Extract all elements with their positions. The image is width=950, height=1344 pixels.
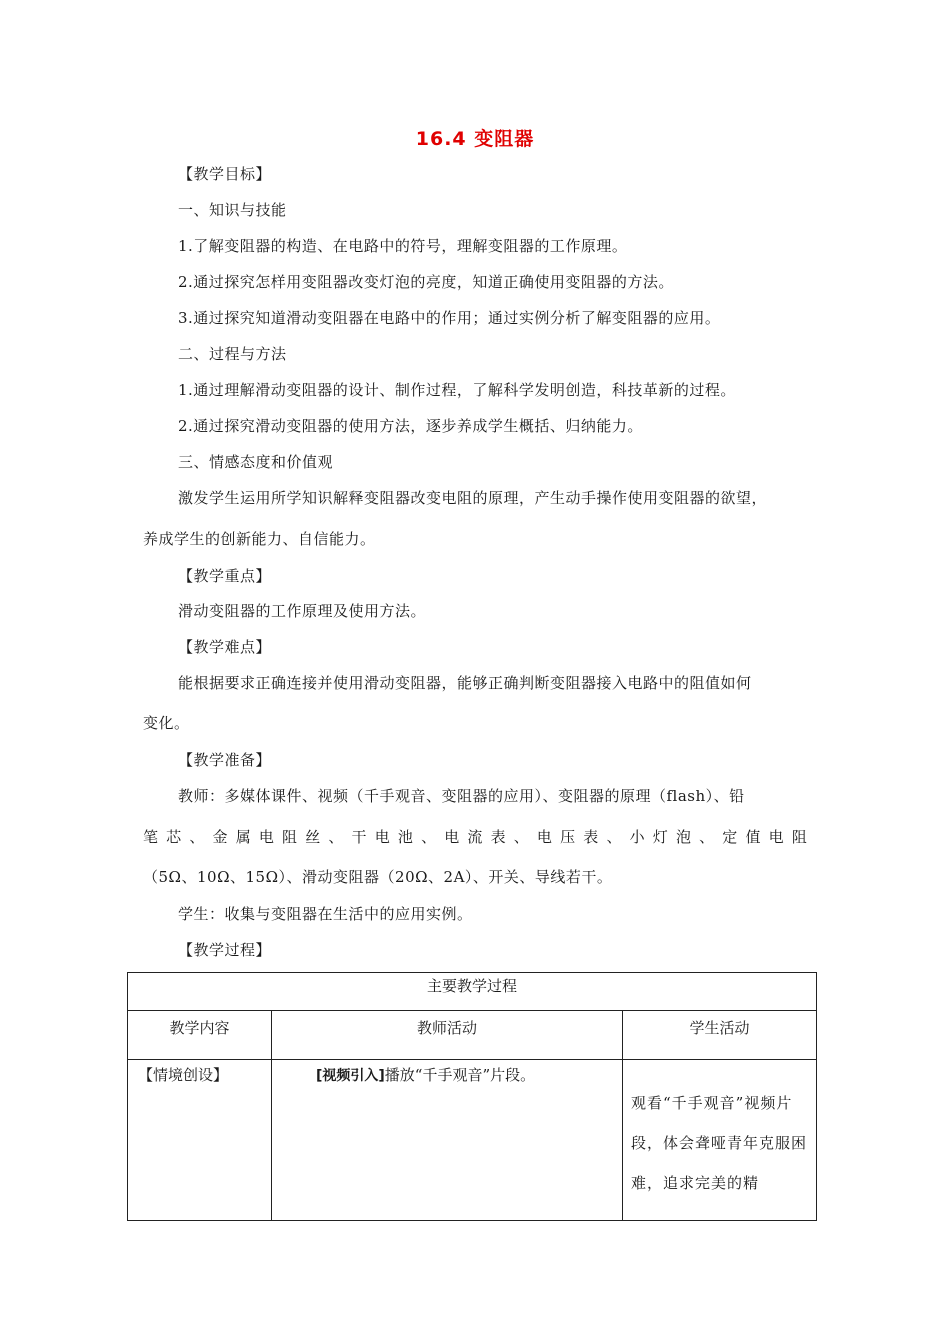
column-header-teacher: 教师活动 (272, 1011, 623, 1060)
prep-char: 电 (374, 828, 390, 846)
prep-char: 流 (467, 828, 483, 846)
prep-char: 小 (629, 828, 645, 846)
knowledge-item-3: 3.通过探究知道滑动变阻器在电路中的作用；通过实例分析了解变阻器的应用。 (178, 309, 721, 327)
row-content-label: 【情境创设】 (138, 1066, 229, 1084)
process-heading: 二、过程与方法 (178, 345, 287, 363)
prep-char: 笔 (143, 828, 159, 846)
prep-char: 电 (536, 828, 552, 846)
difficulty-heading: 【教学难点】 (178, 638, 272, 656)
prep-char: 电 (444, 828, 460, 846)
prep-char: 池 (397, 828, 413, 846)
teaching-process-table (127, 972, 817, 1221)
difficulty-text-line-2: 变化。 (143, 714, 190, 732)
row-student-cell (623, 1060, 817, 1221)
prep-char: 表 (490, 828, 506, 846)
prep-heading: 【教学准备】 (178, 751, 272, 769)
prep-char: 、 (189, 828, 205, 846)
prep-char: 、 (421, 828, 437, 846)
prep-char: 阻 (791, 828, 807, 846)
prep-char: 、 (328, 828, 344, 846)
prep-char: 值 (745, 828, 761, 846)
process-item-1: 1.通过理解滑动变阻器的设计、制作过程，了解科学发明创造，科技革新的过程。 (178, 381, 736, 399)
prep-char: 、 (606, 828, 622, 846)
emotion-text-line-1: 激发学生运用所学知识解释变阻器改变电阻的原理，产生动手操作使用变阻器的欲望， (178, 489, 768, 507)
page-title: 16.4 变阻器 (415, 128, 535, 150)
process-item-2: 2.通过探究滑动变阻器的使用方法，逐步养成学生概括、归纳能力。 (178, 417, 643, 435)
prep-char: 电 (768, 828, 784, 846)
prep-char: 电 (258, 828, 274, 846)
prep-text-line-3: （5Ω、10Ω、15Ω）、滑动变阻器（20Ω、2A）、开关、导线若干。 (143, 868, 613, 886)
knowledge-item-1: 1.了解变阻器的构造、在电路中的符号，理解变阻器的工作原理。 (178, 237, 628, 255)
row-teacher-cell (272, 1060, 623, 1221)
prep-char: 丝 (305, 828, 321, 846)
prep-text-line-1: 教师：多媒体课件、视频（千手观音、变阻器的应用）、变阻器的原理（flash）、铅 (178, 787, 745, 805)
prep-char: 灯 (652, 828, 668, 846)
prep-char: 属 (235, 828, 251, 846)
prep-char: 压 (560, 828, 576, 846)
column-header-content: 教学内容 (128, 1011, 272, 1060)
emotion-text-line-2: 养成学生的创新能力、自信能力。 (143, 530, 376, 548)
column-header-student: 学生活动 (623, 1011, 817, 1060)
row-content-cell (128, 1060, 272, 1221)
proc-heading: 【教学过程】 (178, 941, 272, 959)
prep-char: 阻 (282, 828, 298, 846)
emotion-heading: 三、情感态度和价值观 (178, 453, 334, 471)
video-intro-tag: [视频引入] (316, 1068, 385, 1084)
knowledge-item-2: 2.通过探究怎样用变阻器改变灯泡的亮度，知道正确使用变阻器的方法。 (178, 273, 674, 291)
knowledge-heading: 一、知识与技能 (178, 201, 287, 219)
prep-text-line-2 (143, 826, 807, 847)
prep-char: 、 (513, 828, 529, 846)
prep-char: 干 (351, 828, 367, 846)
prep-char: 泡 (675, 828, 691, 846)
prep-char: 芯 (166, 828, 182, 846)
prep-char: 定 (722, 828, 738, 846)
student-activity-text: 观看“千手观音”视频片段，体会聋哑青年克服困难，追求完美的精 (631, 1094, 808, 1192)
goals-heading: 【教学目标】 (178, 165, 272, 183)
key-heading: 【教学重点】 (178, 567, 272, 585)
prep-student: 学生：收集与变阻器在生活中的应用实例。 (178, 905, 473, 923)
difficulty-text-line-1: 能根据要求正确连接并使用滑动变阻器，能够正确判断变阻器接入电路中的阻值如何 (178, 674, 752, 692)
prep-char: 金 (212, 828, 228, 846)
prep-char: 、 (699, 828, 715, 846)
teacher-activity-text: 播放“千手观音”片段。 (384, 1066, 536, 1084)
table-caption: 主要教学过程 (128, 973, 817, 1011)
key-text: 滑动变阻器的工作原理及使用方法。 (178, 602, 427, 620)
prep-char: 表 (583, 828, 599, 846)
